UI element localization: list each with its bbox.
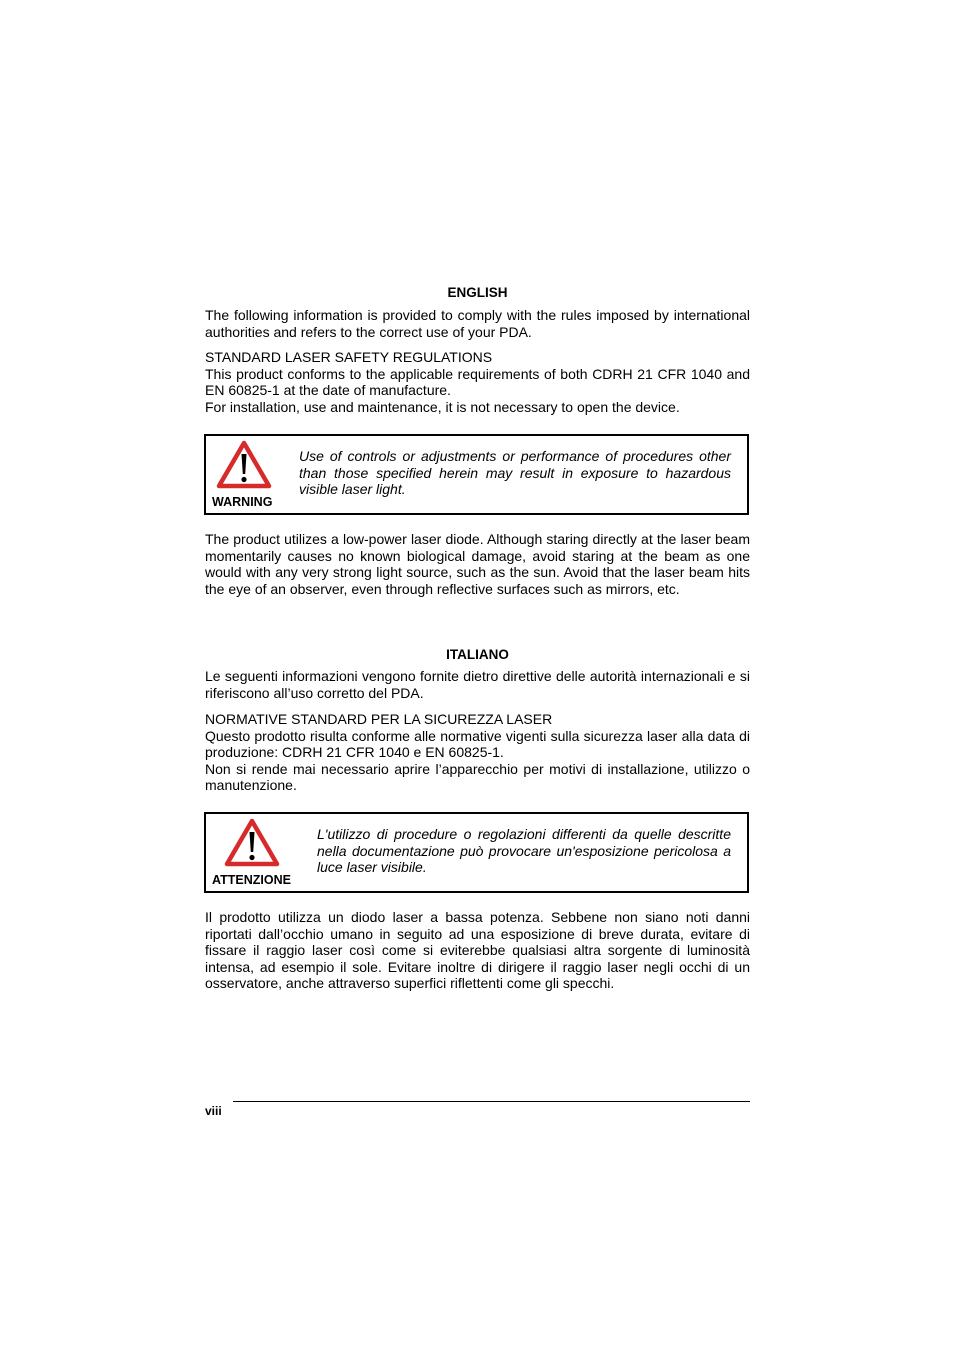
- italiano-section: [205, 647, 750, 664]
- section-title-italiano: ITALIANO: [446, 647, 509, 662]
- english-intro: The following information is provided to comply with the rules imposed by international authorities and refers to the correct use of your PDA.: [205, 307, 750, 340]
- italiano-warning-box: [204, 812, 749, 893]
- warning-label: WARNING: [212, 495, 273, 509]
- english-section: [205, 285, 750, 302]
- italiano-regulations-heading: NORMATIVE STANDARD PER LA SICUREZZA LASER: [205, 711, 553, 727]
- attenzione-label: ATTENZIONE: [212, 873, 291, 887]
- italiano-warning-text: L'utilizzo di procedure o regolazioni differenti da quelle descritte nella documentazione può provocare un'esposizione pericolosa a luce laser visibile.: [317, 826, 731, 876]
- english-regulations-text-2: For installation, use and maintenance, it is not necessary to open the device.: [205, 398, 680, 415]
- italiano-body: Il prodotto utilizza un diodo laser a bassa potenza. Sebbene non siano noti danni riportati dall’occhio umano in seguito ad una esposizione di breve durata, evitare di fissare il raggio laser così come si eviterebbe qualsiasi altra sorgente di luminosità intensa, ad esempio il sole. Evitare inoltre di dirigere il raggio laser negli occhi di un osservatore, anche attraverso superfici riflettenti come gli specchi.: [205, 909, 750, 992]
- italiano-intro-block: [205, 668, 750, 701]
- english-warning-text: Use of controls or adjustments or performance of procedures other than those specified herein may result in exposure to hazardous visible laser light.: [299, 448, 731, 498]
- english-regulations-block: [205, 349, 750, 415]
- english-regulations-text-1: This product conforms to the applicable requirements of both CDRH 21 CFR 1040 and EN 60825-1 at the date of manufacture.: [205, 365, 750, 399]
- footer-divider: [233, 1101, 750, 1102]
- warning-triangle-icon: [224, 818, 280, 868]
- english-body: The product utilizes a low-power laser diode. Although staring directly at the laser beam momentarily causes no known biological damage, avoid staring at the beam as one would with any very strong light source, such as the sun. Avoid that the laser beam hits the eye of an observer, even through reflective surfaces such as mirrors, etc.: [205, 531, 750, 597]
- warning-triangle-icon: [216, 440, 272, 490]
- italiano-regulations-block: [205, 711, 750, 794]
- english-warning-box: [204, 434, 749, 515]
- italiano-intro: Le seguenti informazioni vengono fornite dietro direttive delle autorità internazionali e si riferiscono all’uso corretto del PDA.: [205, 668, 750, 701]
- page-number: viii: [205, 1104, 222, 1118]
- english-regulations-heading: STANDARD LASER SAFETY REGULATIONS: [205, 349, 493, 365]
- italiano-body-block: [205, 909, 750, 992]
- italiano-regulations-text-1: Questo prodotto risulta conforme alle normative vigenti sulla sicurezza laser alla data di produzione: CDRH 21 CFR 1040 e EN 60825-1.: [205, 727, 750, 761]
- italiano-regulations-text-2: Non si rende mai necessario aprire l’apparecchio per motivi di installazione, utilizzo o manutenzione.: [205, 760, 750, 794]
- english-body-block: [205, 531, 750, 597]
- section-title-english: ENGLISH: [447, 285, 508, 300]
- english-intro-block: [205, 307, 750, 340]
